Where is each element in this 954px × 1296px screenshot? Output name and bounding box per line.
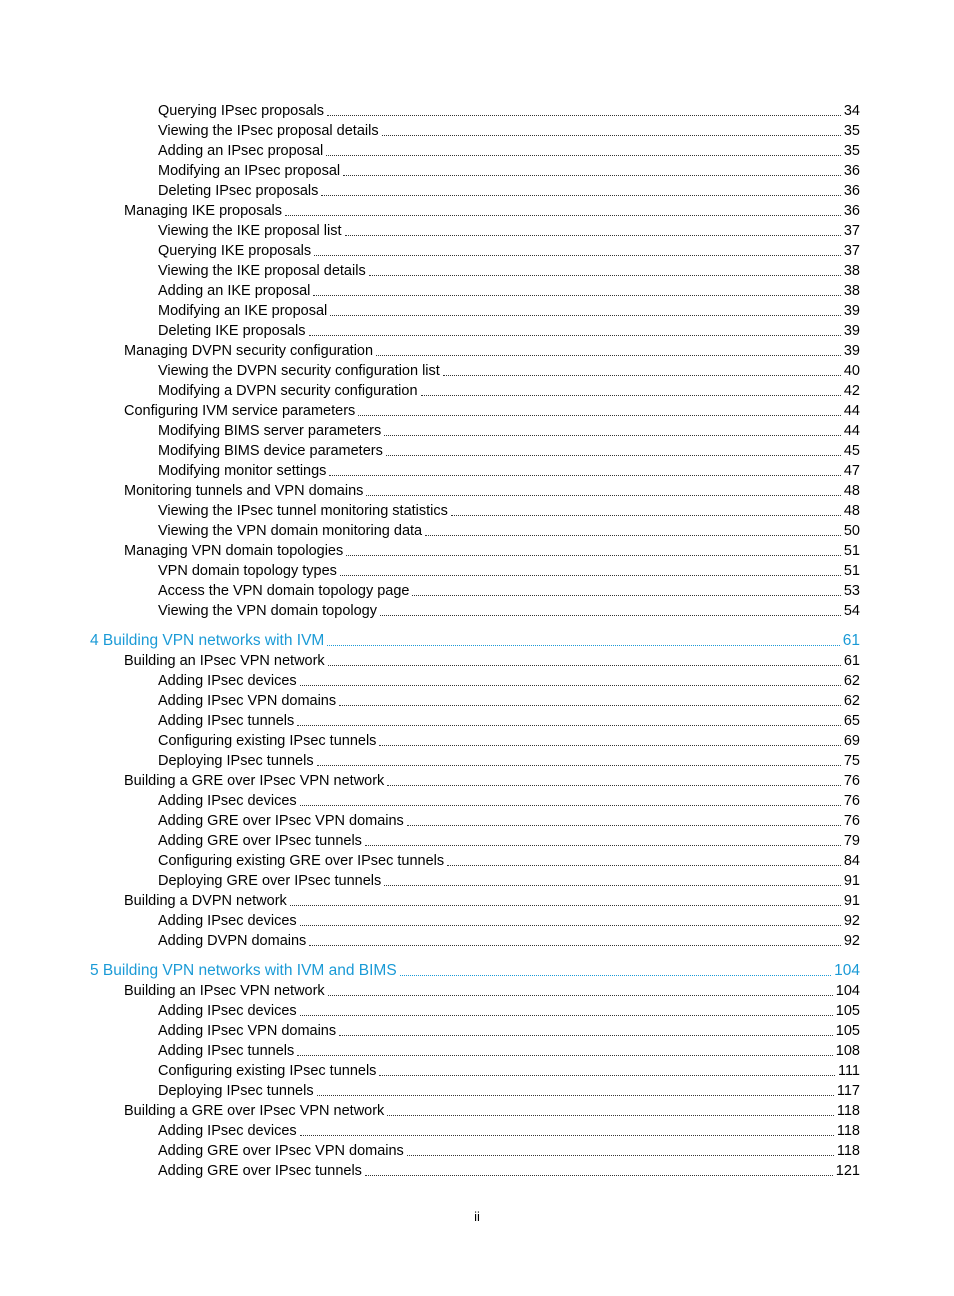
toc-entry-page: 65	[843, 713, 860, 729]
toc-entry-title: Adding IPsec VPN domains	[158, 1023, 337, 1039]
dot-leader	[412, 595, 840, 596]
toc-entry-title: Monitoring tunnels and VPN domains	[124, 483, 364, 499]
toc-entry-page: 118	[836, 1123, 860, 1139]
toc-entry[interactable]	[158, 120, 860, 140]
dot-leader	[369, 275, 841, 276]
toc-entry-title: Configuring existing IPsec tunnels	[158, 1063, 377, 1079]
toc-entry-page: 36	[843, 163, 860, 179]
toc-entry-page: 79	[843, 833, 860, 849]
toc-entry-title: Viewing the IKE proposal details	[158, 263, 366, 279]
dot-leader	[407, 825, 841, 826]
toc-entry-page: 51	[843, 563, 860, 579]
toc-entry[interactable]	[158, 220, 860, 240]
toc-entry-page: 108	[835, 1043, 860, 1059]
toc-entry-page: 45	[843, 443, 860, 459]
toc-entry[interactable]	[124, 770, 860, 790]
dot-leader	[380, 615, 841, 616]
dot-leader	[327, 645, 839, 646]
dot-leader	[321, 195, 840, 196]
dot-leader	[346, 555, 841, 556]
toc-entry[interactable]	[158, 930, 860, 950]
toc-entry-page: 53	[843, 583, 860, 599]
dot-leader	[386, 455, 841, 456]
toc-entry-page: 76	[843, 793, 860, 809]
toc-entry-title: Adding GRE over IPsec tunnels	[158, 833, 362, 849]
dot-leader	[425, 535, 841, 536]
toc-entry[interactable]	[158, 160, 860, 180]
toc-entry-page: 50	[843, 523, 860, 539]
dot-leader	[297, 1055, 833, 1056]
toc-entry[interactable]	[158, 790, 860, 810]
toc-entry-page: 39	[843, 343, 860, 359]
toc-entry-page: 104	[834, 962, 860, 979]
toc-entry-page: 34	[843, 103, 860, 119]
dot-leader	[317, 765, 841, 766]
dot-leader	[387, 785, 841, 786]
dot-leader	[379, 1075, 835, 1076]
dot-leader	[382, 135, 841, 136]
toc-entry-page: 69	[843, 733, 860, 749]
toc-entry-title: Deploying IPsec tunnels	[158, 1083, 314, 1099]
toc-entry-page: 61	[843, 653, 860, 669]
dot-leader	[300, 1015, 833, 1016]
toc-entry-page: 62	[843, 673, 860, 689]
toc-entry[interactable]	[158, 140, 860, 160]
dot-leader	[384, 885, 841, 886]
toc-entry[interactable]	[158, 1020, 860, 1040]
toc-entry-title: Querying IKE proposals	[158, 243, 312, 259]
toc-entry-page: 36	[843, 183, 860, 199]
dot-leader	[366, 495, 840, 496]
toc-entry[interactable]	[158, 1120, 860, 1140]
toc-entry-title: Adding DVPN domains	[158, 933, 307, 949]
toc-entry-title: Deleting IKE proposals	[158, 323, 306, 339]
toc-entry-title: Deploying GRE over IPsec tunnels	[158, 873, 382, 889]
toc-entry[interactable]	[158, 320, 860, 340]
dot-leader	[339, 1035, 833, 1036]
toc-entry-title: Managing VPN domain topologies	[124, 543, 344, 559]
toc-entry[interactable]	[158, 850, 860, 870]
dot-leader	[358, 415, 841, 416]
toc-entry-title: Modifying BIMS device parameters	[158, 443, 383, 459]
toc-entry-page: 39	[843, 303, 860, 319]
toc-entry[interactable]	[158, 240, 860, 260]
dot-leader	[365, 1175, 833, 1176]
toc-entry-title: Adding IPsec devices	[158, 1003, 297, 1019]
dot-leader	[365, 845, 841, 846]
toc-entry-title: Adding an IKE proposal	[158, 283, 311, 299]
dot-leader	[327, 115, 841, 116]
toc-entry-page: 118	[836, 1103, 860, 1119]
toc-entry-page: 35	[843, 143, 860, 159]
toc-entry-title: Adding GRE over IPsec VPN domains	[158, 1143, 404, 1159]
toc-entry-page: 104	[835, 983, 860, 999]
dot-leader	[407, 1155, 834, 1156]
toc-entry-page: 92	[843, 913, 860, 929]
toc-entry-title: Adding IPsec devices	[158, 673, 297, 689]
toc-entry[interactable]	[158, 870, 860, 890]
toc-entry-title: Modifying a DVPN security configuration	[158, 383, 418, 399]
toc-entry-page: 75	[843, 753, 860, 769]
toc-entry[interactable]	[124, 340, 860, 360]
toc-entry-title: Modifying an IKE proposal	[158, 303, 328, 319]
toc-entry-title: Modifying monitor settings	[158, 463, 327, 479]
toc-entry[interactable]	[124, 540, 860, 560]
toc-entry[interactable]	[158, 260, 860, 280]
toc-entry-title: 4 Building VPN networks with IVM	[90, 632, 325, 649]
dot-leader	[300, 1135, 834, 1136]
dot-leader	[379, 745, 840, 746]
toc-entry-page: 40	[843, 363, 860, 379]
toc-entry-title: Adding IPsec VPN domains	[158, 693, 337, 709]
toc-entry-page: 62	[843, 693, 860, 709]
toc-entry[interactable]	[158, 710, 860, 730]
toc-entry[interactable]	[124, 1100, 860, 1120]
toc-entry-page: 91	[843, 873, 860, 889]
toc-entry[interactable]	[158, 730, 860, 750]
toc-entry[interactable]	[158, 830, 860, 850]
dot-leader	[447, 865, 841, 866]
toc-entry-title: Adding GRE over IPsec VPN domains	[158, 813, 404, 829]
dot-leader	[421, 395, 841, 396]
dot-leader	[345, 235, 841, 236]
toc-entry-title: Configuring IVM service parameters	[124, 403, 356, 419]
dot-leader	[300, 805, 841, 806]
toc-entry-page: 42	[843, 383, 860, 399]
toc-entry-title: Viewing the IKE proposal list	[158, 223, 342, 239]
toc-entry-page: 105	[835, 1003, 860, 1019]
dot-leader	[343, 175, 841, 176]
dot-leader	[285, 215, 841, 216]
toc-entry[interactable]	[158, 520, 860, 540]
dot-leader	[297, 725, 841, 726]
toc-entry[interactable]	[158, 1140, 860, 1160]
toc-entry-title: Configuring existing IPsec tunnels	[158, 733, 377, 749]
dot-leader	[443, 375, 841, 376]
toc-entry-title: Building a GRE over IPsec VPN network	[124, 773, 385, 789]
toc-entry[interactable]	[158, 460, 860, 480]
dot-leader	[384, 435, 841, 436]
toc-entry-page: 92	[843, 933, 860, 949]
toc-entry-page: 48	[843, 483, 860, 499]
toc-entry-page: 35	[843, 123, 860, 139]
toc-entry-title: Viewing the DVPN security configuration list	[158, 363, 440, 379]
dot-leader	[313, 295, 841, 296]
toc-entry-page: 111	[837, 1063, 860, 1079]
toc-entry-title: Viewing the VPN domain monitoring data	[158, 523, 423, 539]
toc-entry-page: 105	[835, 1023, 860, 1039]
toc-entry-title: Viewing the IPsec proposal details	[158, 123, 379, 139]
toc-entry[interactable]	[158, 600, 860, 620]
toc-entry[interactable]	[158, 500, 860, 520]
dot-leader	[387, 1115, 834, 1116]
toc-entry[interactable]	[158, 670, 860, 690]
toc-entry-title: Viewing the VPN domain topology	[158, 603, 377, 619]
toc-entry-page: 38	[843, 263, 860, 279]
toc-entry-page: 44	[843, 423, 860, 439]
toc-entry-page: 38	[843, 283, 860, 299]
toc-entry[interactable]	[158, 380, 860, 400]
toc-entry-page: 47	[843, 463, 860, 479]
toc-entry-title: Adding IPsec devices	[158, 1123, 297, 1139]
toc-entry-page: 48	[843, 503, 860, 519]
toc-entry-title: Adding IPsec tunnels	[158, 1043, 295, 1059]
toc-entry-page: 37	[843, 243, 860, 259]
toc-entry[interactable]	[158, 1160, 860, 1180]
dot-leader	[309, 945, 841, 946]
dot-leader	[328, 665, 841, 666]
toc-entry-title: Adding IPsec tunnels	[158, 713, 295, 729]
toc-entry-page: 44	[843, 403, 860, 419]
toc-entry-title: Building an IPsec VPN network	[124, 983, 325, 999]
toc-entry[interactable]	[158, 420, 860, 440]
toc-entry-title: Deploying IPsec tunnels	[158, 753, 314, 769]
toc-entry[interactable]	[158, 560, 860, 580]
toc-entry[interactable]	[158, 1080, 860, 1100]
toc-entry[interactable]	[158, 910, 860, 930]
toc-entry[interactable]	[158, 1040, 860, 1060]
toc-entry-page: 91	[843, 893, 860, 909]
dot-leader	[326, 155, 841, 156]
dot-leader	[376, 355, 841, 356]
toc-entry-title: Building a GRE over IPsec VPN network	[124, 1103, 385, 1119]
toc-entry-page: 118	[836, 1143, 860, 1159]
toc-entry-page: 61	[842, 632, 860, 649]
dot-leader	[328, 995, 833, 996]
dot-leader	[340, 575, 841, 576]
toc-entry[interactable]	[158, 690, 860, 710]
toc-entry-page: 117	[836, 1083, 860, 1099]
toc-entry-title: Managing DVPN security configuration	[124, 343, 374, 359]
toc-entry[interactable]	[158, 810, 860, 830]
toc-entry[interactable]	[158, 300, 860, 320]
dot-leader	[451, 515, 841, 516]
toc-entry-title: Configuring existing GRE over IPsec tunnels	[158, 853, 445, 869]
toc-entry-page: 37	[843, 223, 860, 239]
dot-leader	[339, 705, 841, 706]
toc-entry-title: Adding IPsec devices	[158, 793, 297, 809]
toc-chapter-entry[interactable]	[90, 960, 860, 980]
toc-entry[interactable]	[124, 400, 860, 420]
toc-entry-title: Modifying BIMS server parameters	[158, 423, 382, 439]
dot-leader	[300, 925, 841, 926]
toc-entry-title: Deleting IPsec proposals	[158, 183, 319, 199]
toc-entry[interactable]	[124, 480, 860, 500]
toc-entry-title: VPN domain topology types	[158, 563, 337, 579]
dot-leader	[309, 335, 841, 336]
dot-leader	[314, 255, 841, 256]
toc-entry[interactable]	[158, 440, 860, 460]
toc-entry[interactable]	[124, 200, 860, 220]
toc-entry[interactable]	[124, 890, 860, 910]
toc-entry-page: 36	[843, 203, 860, 219]
toc-entry-title: Adding IPsec devices	[158, 913, 297, 929]
toc-entry-page: 121	[835, 1163, 860, 1179]
dot-leader	[290, 905, 841, 906]
dot-leader	[317, 1095, 834, 1096]
toc-entry-page: 39	[843, 323, 860, 339]
toc-entry-title: Querying IPsec proposals	[158, 103, 325, 119]
toc-entry[interactable]	[158, 280, 860, 300]
toc-entry-page: 54	[843, 603, 860, 619]
page-number: ii	[474, 1209, 480, 1224]
toc-entry-page: 76	[843, 773, 860, 789]
dot-leader	[330, 315, 841, 316]
toc-entry-title: Viewing the IPsec tunnel monitoring statistics	[158, 503, 448, 519]
toc-entry-title: Modifying an IPsec proposal	[158, 163, 341, 179]
toc-entry-title: Managing IKE proposals	[124, 203, 282, 219]
dot-leader	[400, 975, 831, 976]
toc-entry-title: 5 Building VPN networks with IVM and BIMS	[90, 962, 397, 979]
toc-entry-page: 51	[843, 543, 860, 559]
toc-entry-title: Adding GRE over IPsec tunnels	[158, 1163, 362, 1179]
dot-leader	[329, 475, 840, 476]
toc-entry[interactable]	[158, 100, 860, 120]
toc-entry[interactable]	[158, 180, 860, 200]
toc-entry-title: Adding an IPsec proposal	[158, 143, 324, 159]
toc-entry-title: Building a DVPN network	[124, 893, 287, 909]
toc-entry-page: 76	[843, 813, 860, 829]
toc-entry[interactable]	[158, 580, 860, 600]
toc-entry-title: Building an IPsec VPN network	[124, 653, 325, 669]
dot-leader	[300, 685, 841, 686]
toc-entry-page: 84	[843, 853, 860, 869]
toc-entry[interactable]	[124, 980, 860, 1000]
toc-chapter-entry[interactable]	[90, 630, 860, 650]
toc-entry-title: Access the VPN domain topology page	[158, 583, 410, 599]
toc-entry[interactable]	[158, 1060, 860, 1080]
toc-entry[interactable]	[124, 650, 860, 670]
toc-entry[interactable]	[158, 750, 860, 770]
toc-entry[interactable]	[158, 1000, 860, 1020]
toc-entry[interactable]	[158, 360, 860, 380]
